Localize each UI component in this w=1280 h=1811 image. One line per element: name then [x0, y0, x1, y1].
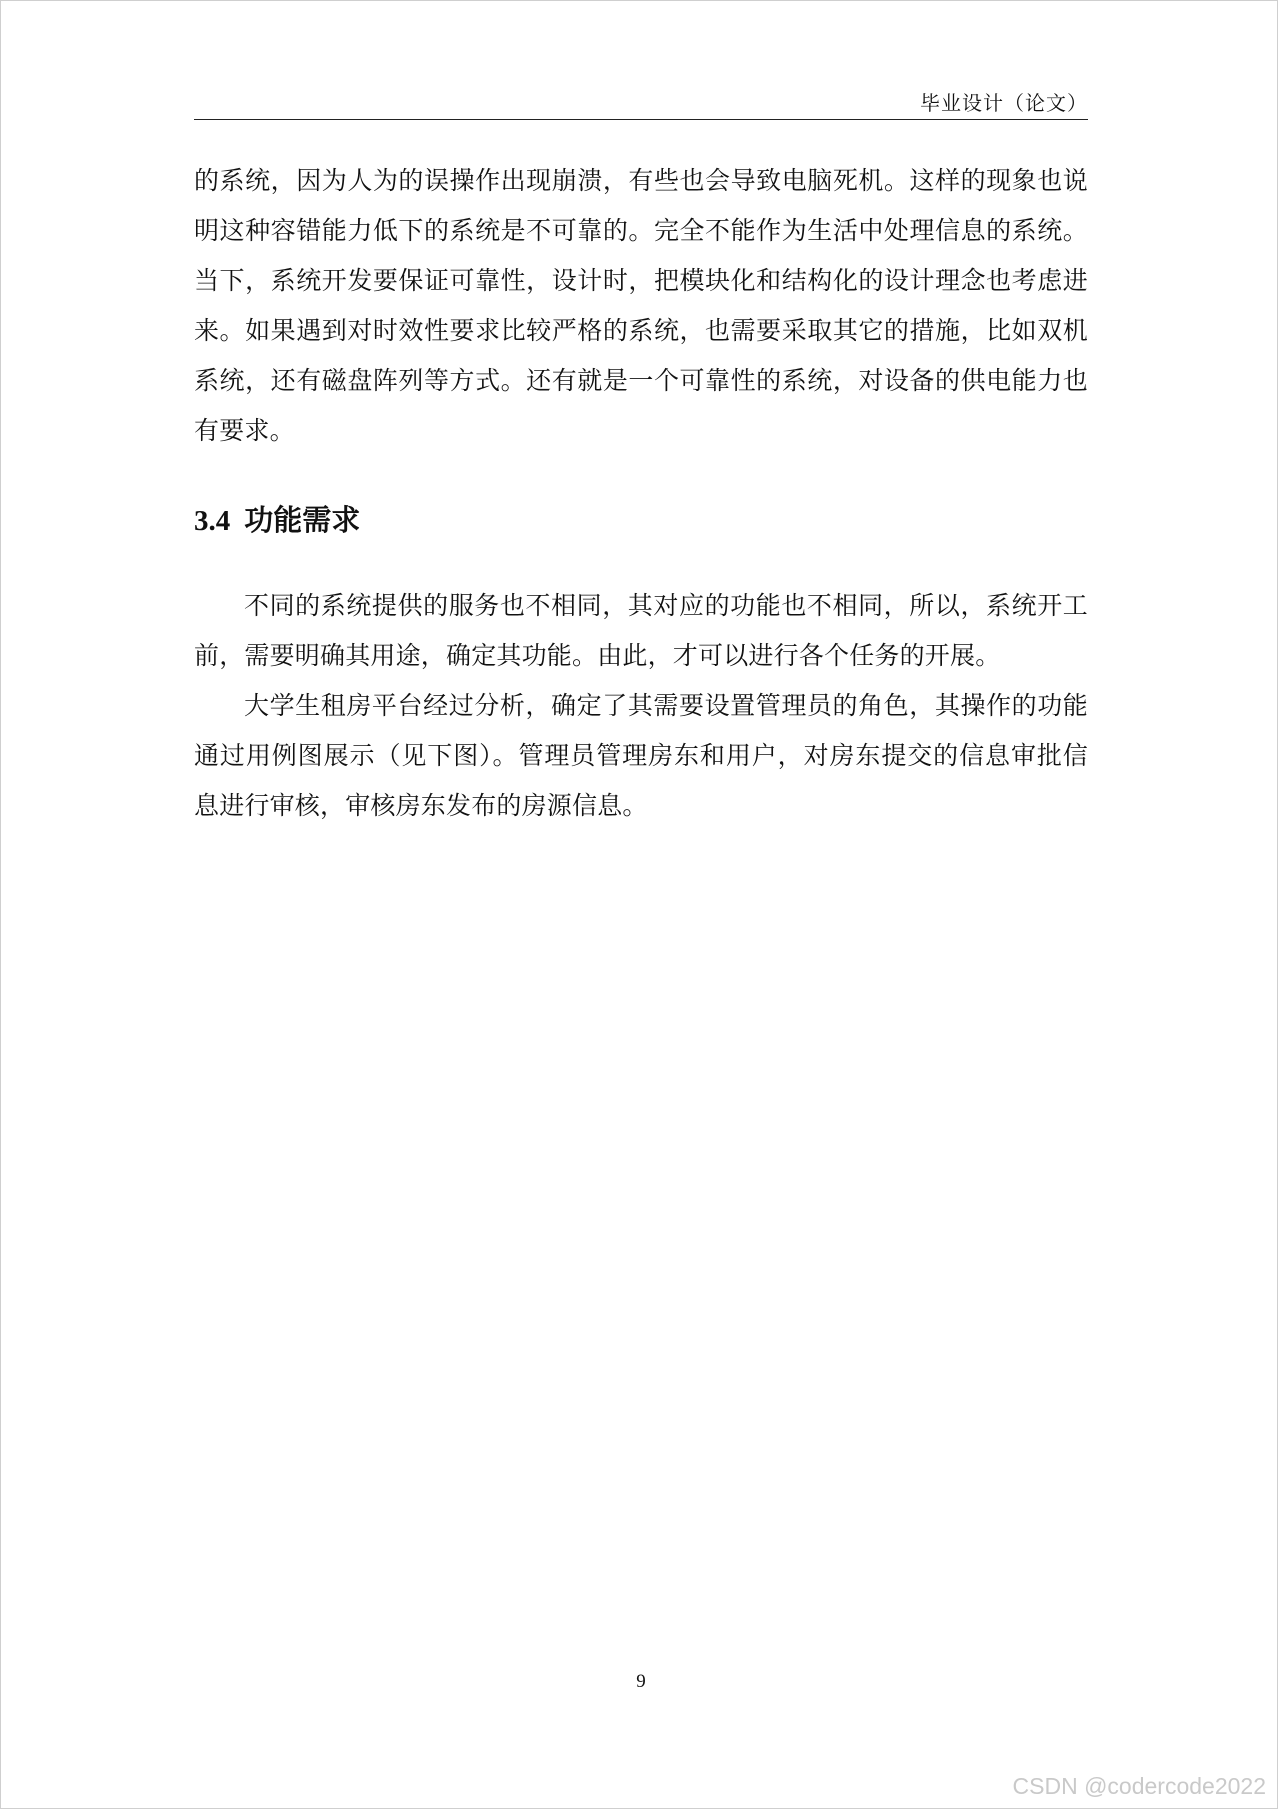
- watermark: CSDN @codercode2022: [1012, 1773, 1266, 1799]
- continued-paragraph-block: [194, 156, 1088, 456]
- running-header: [194, 89, 1088, 120]
- section-heading: [194, 495, 1088, 545]
- section-title: 功能需求: [244, 503, 361, 537]
- paragraph: 不同的系统提供的服务也不相同，其对应的功能也不相同，所以，系统开工前，需要明确其用途，确定其功能。由此，才可以进行各个任务的开展。: [194, 591, 1088, 670]
- section-number: 3.4: [194, 505, 231, 537]
- paragraph: 大学生租房平台经过分析，确定了其需要设置管理员的角色，其操作的功能通过用例图展示（见下图）。管理员管理房东和用户，对房东提交的信息审批信息进行审核，审核房东发布的房源信息。: [194, 691, 1088, 820]
- running-header-title: 毕业设计（论文）: [920, 91, 1088, 115]
- section-body: [194, 581, 1088, 831]
- page-number: 9: [636, 1671, 646, 1692]
- continued-paragraph: 的系统，因为人为的误操作出现崩溃，有些也会导致电脑死机。这样的现象也说明这种容错能力低下的系统是不可靠的。完全不能作为生活中处理信息的系统。当下，系统开发要保证可靠性，设计时，把模块化和结构化的设计理念也考虑进来。如果遇到对时效性要求比较严格的系统，也需要采取其它的措施，比如双机系统，还有磁盘阵列等方式。还有就是一个可靠性的系统，对设备的供电能力也有要求。: [194, 166, 1088, 445]
